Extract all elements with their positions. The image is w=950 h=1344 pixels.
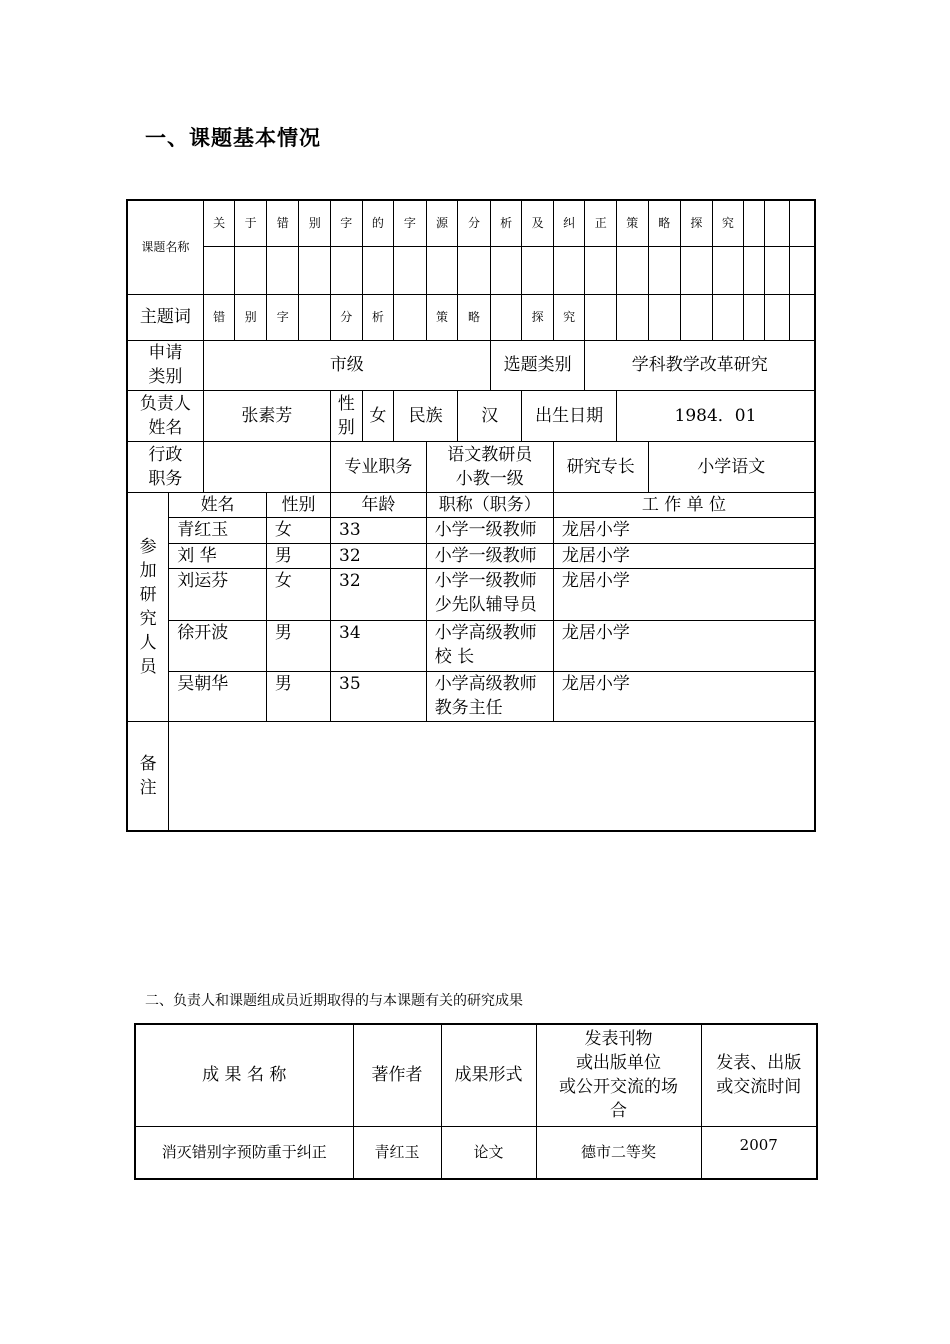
topic-char-cell-empty — [616, 246, 648, 294]
topic-char-cell-empty — [648, 246, 681, 294]
members-header-age: 年龄 — [331, 492, 427, 517]
specialty-label: 研究专长 — [553, 441, 648, 492]
basic-info-table — [126, 199, 816, 832]
member-unit: 龙居小学 — [553, 543, 815, 568]
keyword-char-cell — [744, 294, 764, 340]
topic-char-cell — [789, 200, 815, 246]
apply-category-value: 市级 — [203, 340, 490, 390]
member-row — [127, 620, 815, 671]
keyword-char-cell: 究 — [553, 294, 585, 340]
gender-value: 女 — [362, 390, 394, 441]
birth-date-value: 1984．01 — [616, 390, 815, 441]
keyword-char-cell — [681, 294, 713, 340]
results-header-author: 著作者 — [353, 1024, 441, 1126]
keyword-char-cell — [789, 294, 815, 340]
section2-heading: 二、负责人和课题组成员近期取得的与本课题有关的研究成果 — [145, 993, 523, 1009]
topic-char-cell: 略 — [648, 200, 681, 246]
member-age: 35 — [331, 671, 427, 721]
topic-char-cell: 字 — [394, 200, 427, 246]
result-name: 消灭错别字预防重于纠正 — [135, 1126, 353, 1179]
keyword-char-cell — [712, 294, 744, 340]
member-name: 吴朝华 — [169, 671, 267, 721]
results-table — [134, 1023, 818, 1180]
members-header-unit: 工 作 单 位 — [553, 492, 815, 517]
leader-name-label: 负责人 姓名 — [127, 390, 203, 441]
member-row — [127, 543, 815, 568]
keyword-char-cell: 分 — [331, 294, 363, 340]
member-title: 小学一级教师 — [426, 543, 553, 568]
member-age: 32 — [331, 568, 427, 620]
keyword-char-cell — [490, 294, 522, 340]
member-title: 小学高级教师 校 长 — [426, 620, 553, 671]
gender-label: 性别 — [331, 390, 363, 441]
topic-char-cell: 正 — [585, 200, 617, 246]
topic-char-cell-empty — [764, 246, 789, 294]
members-header-title: 职称（职务） — [426, 492, 553, 517]
member-title: 小学一级教师 — [426, 517, 553, 543]
member-gender: 男 — [266, 620, 330, 671]
topic-char-cell — [744, 200, 764, 246]
ethnic-value: 汉 — [458, 390, 522, 441]
member-gender: 男 — [266, 543, 330, 568]
member-unit: 龙居小学 — [553, 517, 815, 543]
remarks-value — [169, 721, 815, 831]
keyword-char-cell: 字 — [266, 294, 299, 340]
member-gender: 女 — [266, 568, 330, 620]
keyword-char-cell — [616, 294, 648, 340]
keyword-char-cell — [648, 294, 681, 340]
member-row — [127, 671, 815, 721]
topic-char-cell — [764, 200, 789, 246]
member-age: 33 — [331, 517, 427, 543]
member-gender: 女 — [266, 517, 330, 543]
member-name: 徐开波 — [169, 620, 267, 671]
topic-char-cell-empty — [362, 246, 394, 294]
result-form: 论文 — [441, 1126, 536, 1179]
topic-char-cell-empty — [235, 246, 267, 294]
prof-duty-label: 专业职务 — [331, 441, 427, 492]
topic-char-cell-empty — [522, 246, 554, 294]
keyword-char-cell — [299, 294, 331, 340]
topic-char-cell-empty — [712, 246, 744, 294]
member-row — [127, 517, 815, 543]
topic-char-cell: 纠 — [553, 200, 585, 246]
ethnic-label: 民族 — [394, 390, 458, 441]
results-header-time: 发表、出版 或交流时间 — [701, 1024, 817, 1126]
leader-name-value: 张素芳 — [203, 390, 330, 441]
member-gender: 男 — [266, 671, 330, 721]
topic-char-cell: 关 — [203, 200, 235, 246]
member-unit: 龙居小学 — [553, 671, 815, 721]
topic-char-cell-empty — [681, 246, 713, 294]
apply-category-label: 申请 类别 — [127, 340, 203, 390]
member-row — [127, 568, 815, 620]
member-title: 小学高级教师 教务主任 — [426, 671, 553, 721]
member-age: 32 — [331, 543, 427, 568]
members-header-name: 姓名 — [169, 492, 267, 517]
results-header-form: 成果形式 — [441, 1024, 536, 1126]
topic-char-cell-empty — [490, 246, 522, 294]
results-header-venue: 发表刊物 或出版单位 或公开交流的场 合 — [536, 1024, 701, 1126]
topic-char-cell-empty — [331, 246, 363, 294]
specialty-value: 小学语文 — [648, 441, 815, 492]
result-time: 2007 — [701, 1126, 817, 1179]
topic-char-cell: 分 — [458, 200, 491, 246]
topic-char-cell: 字 — [331, 200, 363, 246]
topic-char-cell: 源 — [426, 200, 458, 246]
members-header-gender: 性别 — [266, 492, 330, 517]
member-age: 34 — [331, 620, 427, 671]
result-author: 青红玉 — [353, 1126, 441, 1179]
keyword-char-cell: 析 — [362, 294, 394, 340]
topic-char-cell-empty — [585, 246, 617, 294]
topic-char-cell: 别 — [299, 200, 331, 246]
keyword-char-cell: 错 — [203, 294, 235, 340]
topic-char-cell-empty — [458, 246, 491, 294]
prof-duty-value: 语文教研员 小教一级 — [426, 441, 553, 492]
keyword-char-cell: 探 — [522, 294, 554, 340]
keyword-char-cell: 别 — [235, 294, 267, 340]
keyword-char-cell — [764, 294, 789, 340]
admin-duty-label: 行政 职务 — [127, 441, 203, 492]
member-name: 刘 华 — [169, 543, 267, 568]
topic-char-cell: 究 — [712, 200, 744, 246]
keyword-label: 主题词 — [127, 294, 203, 340]
topic-char-cell: 探 — [681, 200, 713, 246]
topic-char-cell: 析 — [490, 200, 522, 246]
remarks-label: 备 注 — [127, 721, 169, 831]
topic-char-cell: 错 — [266, 200, 299, 246]
results-header-name: 成 果 名 称 — [135, 1024, 353, 1126]
members-label: 参 加 研 究 人 员 — [127, 492, 169, 721]
member-unit: 龙居小学 — [553, 568, 815, 620]
member-unit: 龙居小学 — [553, 620, 815, 671]
topic-char-cell: 于 — [235, 200, 267, 246]
topic-char-cell-empty — [203, 246, 235, 294]
result-venue: 德市二等奖 — [536, 1126, 701, 1179]
topic-char-cell-empty — [426, 246, 458, 294]
section1-heading: 一、课题基本情况 — [145, 126, 321, 150]
topic-type-label: 选题类别 — [490, 340, 585, 390]
member-name: 刘运芬 — [169, 568, 267, 620]
topic-char-cell: 的 — [362, 200, 394, 246]
member-title: 小学一级教师 少先队辅导员 — [426, 568, 553, 620]
keyword-char-cell: 策 — [426, 294, 458, 340]
topic-name-label: 课题名称 — [127, 200, 203, 294]
birth-date-label: 出生日期 — [522, 390, 617, 441]
keyword-char-cell: 略 — [458, 294, 491, 340]
admin-duty-value — [203, 441, 330, 492]
topic-char-cell-empty — [744, 246, 764, 294]
topic-char-cell: 及 — [522, 200, 554, 246]
topic-char-cell-empty — [299, 246, 331, 294]
topic-char-cell-empty — [266, 246, 299, 294]
keyword-char-cell — [394, 294, 427, 340]
topic-char-cell-empty — [394, 246, 427, 294]
topic-type-value: 学科教学改革研究 — [585, 340, 815, 390]
topic-char-cell-empty — [789, 246, 815, 294]
topic-char-cell-empty — [553, 246, 585, 294]
keyword-char-cell — [585, 294, 617, 340]
table-row — [135, 1126, 817, 1179]
member-name: 青红玉 — [169, 517, 267, 543]
topic-char-cell: 策 — [616, 200, 648, 246]
